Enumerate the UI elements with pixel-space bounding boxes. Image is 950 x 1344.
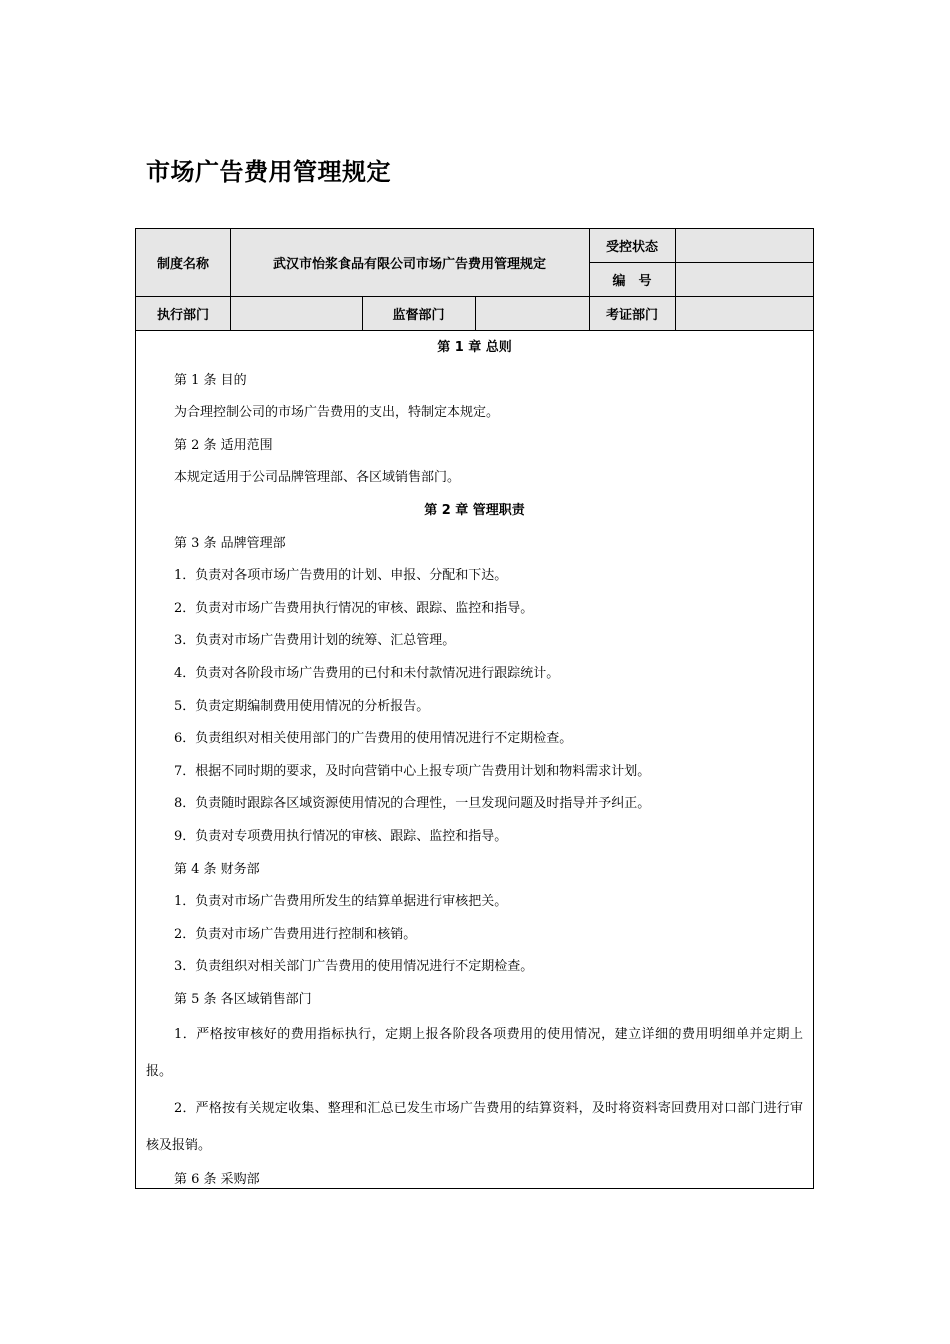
grid-line bbox=[136, 330, 813, 331]
page-title: 市场广告费用管理规定 bbox=[146, 158, 391, 186]
grid-line bbox=[589, 229, 590, 330]
supervise-dept-label: 监督部门 bbox=[362, 296, 475, 330]
list-item: 3．负责对市场广告费用计划的统筹、汇总管理。 bbox=[174, 633, 456, 649]
regulation-form bbox=[135, 228, 814, 1189]
article-heading: 第 3 条 品牌管理部 bbox=[174, 535, 286, 551]
exec-dept-value bbox=[230, 296, 362, 330]
regulation-body bbox=[146, 332, 803, 1197]
list-item: 6．负责组织对相关使用部门的广告费用的使用情况进行不定期检查。 bbox=[174, 731, 573, 747]
list-item: 3．负责组织对相关部门广告费用的使用情况进行不定期检查。 bbox=[174, 959, 534, 975]
grid-line bbox=[230, 229, 231, 330]
article-heading: 第 6 条 采购部 bbox=[174, 1172, 260, 1188]
article-heading: 第 1 条 目的 bbox=[174, 372, 247, 388]
article-text: 为合理控制公司的市场广告费用的支出，特制定本规定。 bbox=[174, 405, 500, 421]
grid-line bbox=[136, 296, 813, 297]
name-label: 制度名称 bbox=[136, 229, 230, 296]
number-value bbox=[675, 262, 813, 296]
list-item: 1．负责对市场广告费用所发生的结算单据进行审核把关。 bbox=[174, 894, 508, 910]
list-item: 9．负责对专项费用执行情况的审核、跟踪、监控和指导。 bbox=[174, 828, 508, 844]
list-item: 2．负责对市场广告费用进行控制和核销。 bbox=[174, 926, 417, 942]
grid-line bbox=[475, 296, 476, 330]
grid-line bbox=[589, 262, 813, 263]
list-item: 8．负责随时跟踪各区域资源使用情况的合理性，一旦发现问题及时指导并予纠正。 bbox=[174, 796, 651, 812]
exec-dept-label: 执行部门 bbox=[136, 296, 230, 330]
name-value: 武汉市怡浆食品有限公司市场广告费用管理规定 bbox=[230, 229, 589, 296]
grid-line bbox=[362, 296, 363, 330]
verify-dept-label: 考证部门 bbox=[589, 296, 675, 330]
supervise-dept-value bbox=[475, 296, 589, 330]
list-item: 1．负责对各项市场广告费用的计划、申报、分配和下达。 bbox=[174, 568, 508, 584]
list-item: 2．负责对市场广告费用执行情况的审核、跟踪、监控和指导。 bbox=[174, 600, 534, 616]
verify-dept-value bbox=[675, 296, 813, 330]
list-item: 2．严格按有关规定收集、整理和汇总已发生市场广告费用的结算资料，及时将资料寄回费用对口部门进行审核及报销。 bbox=[146, 1101, 803, 1154]
article-text: 本规定适用于公司品牌管理部、各区域销售部门。 bbox=[174, 470, 461, 486]
chapter-heading: 第 1 章 总则 bbox=[437, 340, 512, 355]
chapter-heading: 第 2 章 管理职责 bbox=[424, 502, 525, 518]
list-item: 1．严格按审核好的费用指标执行，定期上报各阶段各项费用的使用情况，建立详细的费用明细单并定期上报。 bbox=[146, 1027, 803, 1080]
list-item: 5．负责定期编制费用使用情况的分析报告。 bbox=[174, 698, 430, 714]
list-item: 7．根据不同时期的要求，及时向营销中心上报专项广告费用计划和物料需求计划。 bbox=[174, 763, 651, 779]
article-heading: 第 2 条 适用范围 bbox=[174, 437, 273, 453]
control-value bbox=[675, 229, 813, 262]
article-heading: 第 4 条 财务部 bbox=[174, 861, 260, 877]
article-heading: 第 5 条 各区域销售部门 bbox=[174, 991, 312, 1007]
control-label: 受控状态 bbox=[589, 229, 675, 262]
list-item: 4．负责对各阶段市场广告费用的已付和未付款情况进行跟踪统计。 bbox=[174, 665, 560, 681]
grid-line bbox=[675, 229, 676, 330]
number-label: 编 号 bbox=[589, 262, 675, 296]
